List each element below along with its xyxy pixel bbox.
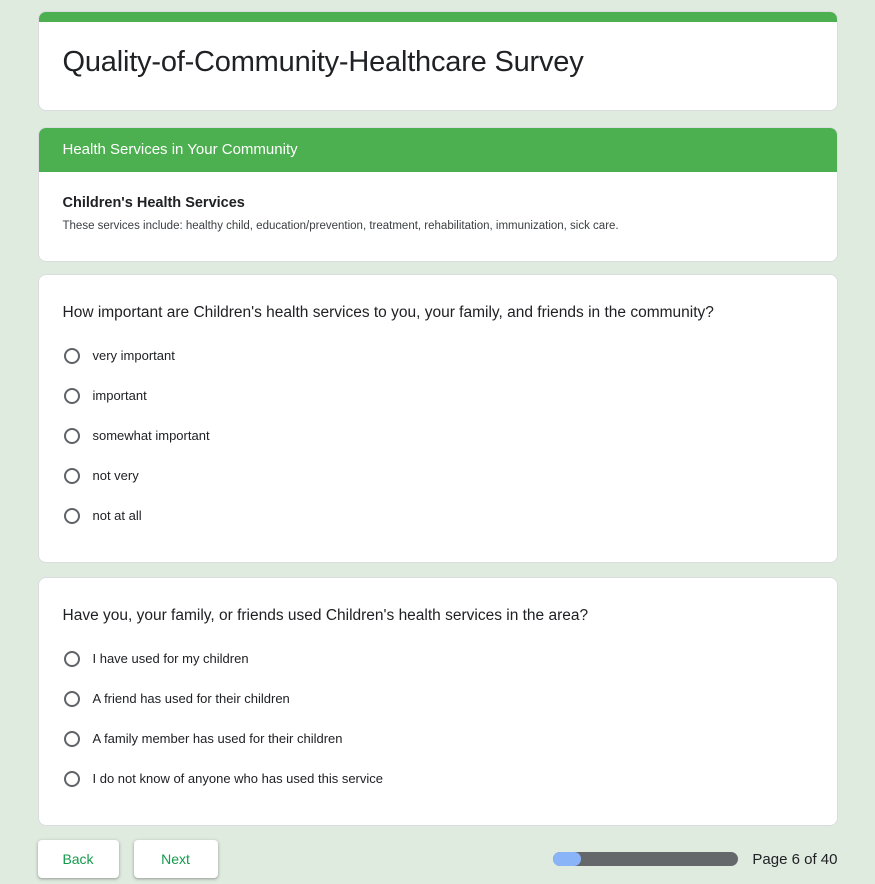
- radio-option[interactable]: [63, 416, 813, 456]
- form-title-card: [38, 11, 838, 111]
- section-header: Health Services in Your Community: [39, 128, 837, 172]
- option-label: A friend has used for their children: [92, 691, 290, 706]
- subsection-title: Children's Health Services: [62, 195, 245, 211]
- option-label: very important: [92, 348, 175, 363]
- option-label: important: [92, 388, 147, 403]
- radio-option[interactable]: [63, 376, 813, 416]
- radio-icon[interactable]: [64, 348, 80, 364]
- radio-icon[interactable]: [64, 508, 80, 524]
- section-body: [39, 172, 837, 261]
- form-title: Quality-of-Community-Healthcare Survey: [62, 46, 584, 78]
- radio-icon[interactable]: [64, 691, 80, 707]
- option-label: I have used for my children: [92, 651, 249, 666]
- radio-option[interactable]: [63, 496, 813, 536]
- form-page: [38, 0, 838, 878]
- option-label: I do not know of anyone who has used this service: [92, 771, 384, 786]
- radio-icon[interactable]: [64, 428, 80, 444]
- question-2-options: [63, 639, 813, 799]
- radio-option[interactable]: [63, 336, 813, 376]
- title-card-body: [39, 22, 837, 110]
- back-button[interactable]: Back: [38, 840, 119, 878]
- radio-icon[interactable]: [64, 771, 80, 787]
- progress-bar: [553, 852, 738, 866]
- accent-strip: [39, 12, 837, 22]
- progress-bar-fill: [553, 852, 581, 866]
- option-label: A family member has used for their children: [92, 731, 343, 746]
- question-card-1: [38, 274, 838, 563]
- question-text: How important are Children's health services to you, your family, and friends in the community?: [62, 304, 714, 321]
- option-label: not very: [92, 468, 139, 483]
- next-button[interactable]: Next: [134, 840, 218, 878]
- question-text: Have you, your family, or friends used Children's health services in the area?: [62, 607, 589, 624]
- radio-option[interactable]: [63, 456, 813, 496]
- radio-option[interactable]: [63, 679, 813, 719]
- radio-icon[interactable]: [64, 651, 80, 667]
- page-indicator: Page 6 of 40: [752, 850, 838, 868]
- radio-option[interactable]: [63, 719, 813, 759]
- radio-icon[interactable]: [64, 468, 80, 484]
- option-label: not at all: [92, 508, 142, 523]
- subsection-description: These services include: healthy child, education/prevention, treatment, rehabilitation, immunization, sick care.: [62, 220, 619, 232]
- radio-icon[interactable]: [64, 731, 80, 747]
- radio-option[interactable]: [63, 759, 813, 799]
- footer-nav: [38, 840, 838, 878]
- option-label: somewhat important: [92, 428, 210, 443]
- radio-icon[interactable]: [64, 388, 80, 404]
- radio-option[interactable]: [63, 639, 813, 679]
- section-card: [38, 127, 838, 262]
- question-card-2: [38, 577, 838, 826]
- question-1-options: [63, 336, 813, 536]
